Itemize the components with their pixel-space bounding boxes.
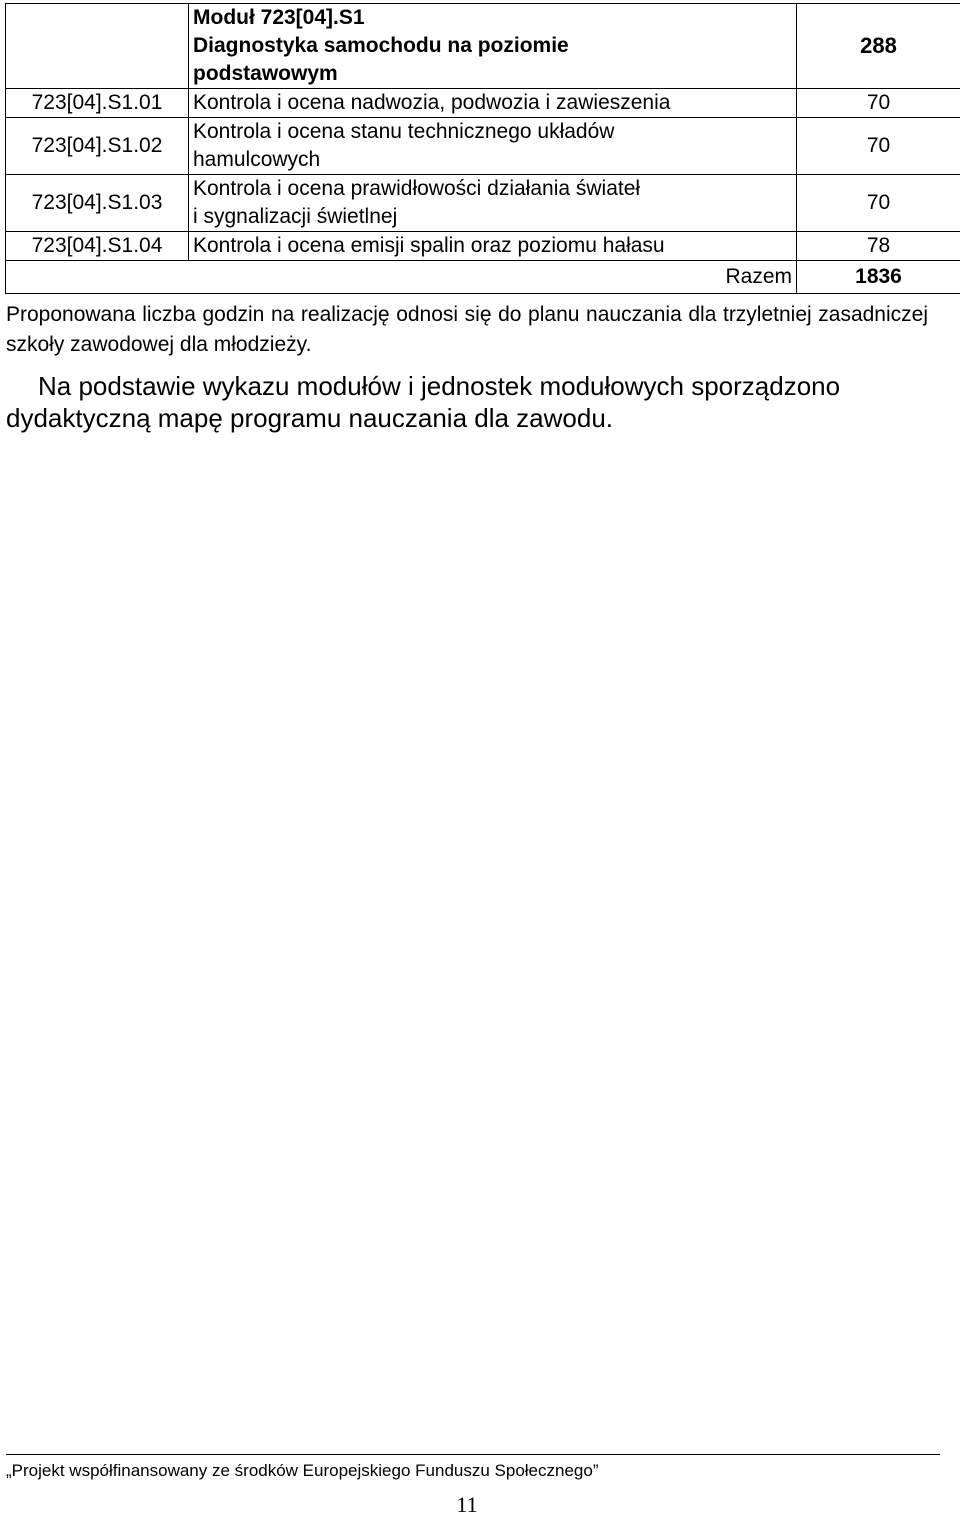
unit-code: 723[04].S1.02: [6, 118, 189, 175]
unit-title: [189, 118, 797, 175]
unit-hours: 70: [797, 89, 960, 118]
unit-code: 723[04].S1.03: [6, 175, 189, 232]
unit-hours: 70: [797, 118, 960, 175]
table-row: [6, 118, 960, 175]
module-header-row: [6, 4, 960, 89]
unit-title: [189, 89, 797, 118]
table-row: [6, 89, 960, 118]
unit-hours: 70: [797, 175, 960, 232]
summary-paragraph: Na podstawie wykazu modułów i jednostek modułowych sporządzono dydaktyczną mapę programu nauczania dla zawodu.: [6, 370, 936, 434]
total-value: 1836: [797, 261, 960, 294]
unit-code: 723[04].S1.01: [6, 89, 189, 118]
unit-title-line: Kontrola i ocena stanu technicznego układów: [193, 118, 792, 146]
table-row: [6, 175, 960, 232]
unit-title-line: Kontrola i ocena emisji spalin oraz poziomu hałasu: [193, 232, 792, 260]
page-number: 11: [0, 1492, 934, 1518]
module-title-line: Diagnostyka samochodu na poziomie: [193, 32, 792, 60]
table-row: [6, 232, 960, 261]
module-hours: 288: [797, 4, 960, 89]
unit-title: [189, 175, 797, 232]
unit-title-line: Kontrola i ocena nadwozia, podwozia i zawieszenia: [193, 89, 792, 117]
unit-title-line: i sygnalizacji świetlnej: [193, 203, 792, 231]
unit-hours: 78: [797, 232, 960, 261]
total-label: Razem: [6, 261, 797, 294]
modules-table: [5, 3, 960, 294]
footer-text: „Projekt współfinansowany ze środków Europejskiego Funduszu Społecznego”: [6, 1461, 599, 1481]
unit-title-line: Kontrola i ocena prawidłowości działania świateł: [193, 175, 792, 203]
unit-title-line: hamulcowych: [193, 146, 792, 174]
module-title-line: podstawowym: [193, 60, 792, 88]
module-title-cell: [189, 4, 797, 89]
header-empty-cell: [6, 4, 189, 89]
unit-title: [189, 232, 797, 261]
module-title-line: Moduł 723[04].S1: [193, 4, 792, 32]
hours-note: Proponowana liczba godzin na realizację odnosi się do planu nauczania dla trzyletniej zasadniczej szkoły zawodowej dla młodzieży.: [6, 300, 928, 360]
total-row: [6, 261, 960, 294]
unit-code: 723[04].S1.04: [6, 232, 189, 261]
footer-divider: [6, 1454, 940, 1455]
